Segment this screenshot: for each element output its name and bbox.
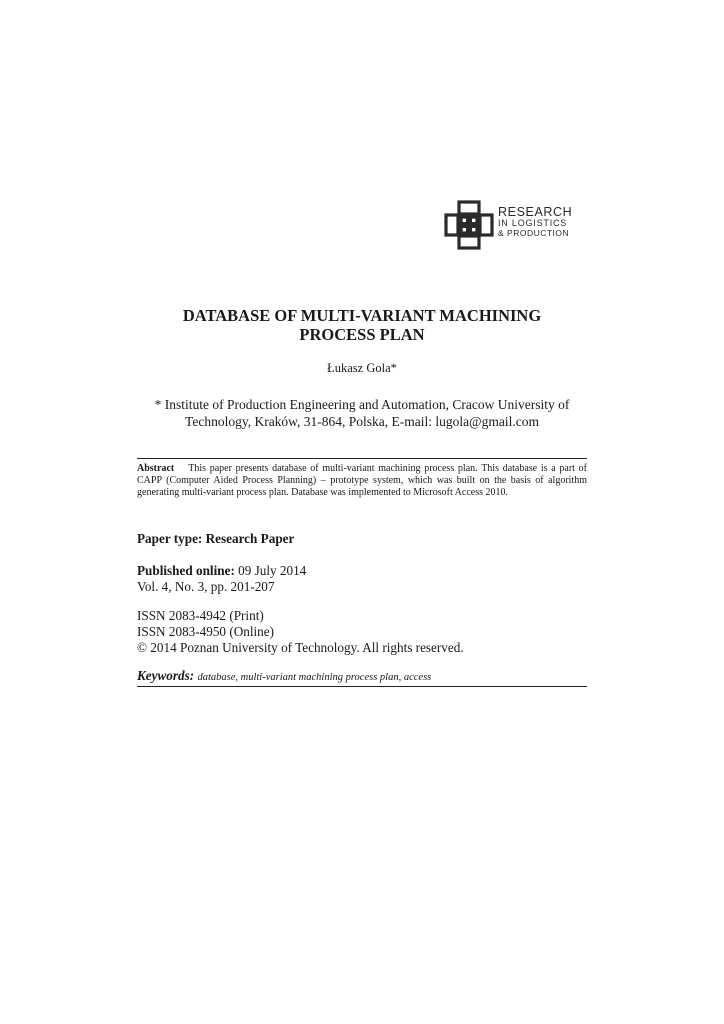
logo-line-logistics: IN LOGISTICS <box>498 218 568 228</box>
copyright-notice: © 2014 Poznan University of Technology. All rights reserved. <box>137 640 464 655</box>
affiliation-line-2: Technology, Kraków, 31-864, Polska, E-mail: lugola@gmail.com <box>185 414 539 429</box>
journal-logo <box>444 200 594 250</box>
keywords-text: database, multi-variant machining process plan, access <box>197 672 432 683</box>
publication-info <box>137 563 587 595</box>
abstract <box>137 463 587 500</box>
paper-title <box>137 306 587 344</box>
paper-type <box>137 531 587 547</box>
author-name: Łukasz Gola* <box>327 361 397 375</box>
author-affiliation <box>137 396 587 430</box>
keywords <box>137 668 587 686</box>
issn-info <box>137 608 587 656</box>
keywords-label: Keywords: <box>137 668 195 683</box>
published-date: 09 July 2014 <box>238 563 307 578</box>
logo-line-production: & PRODUCTION <box>498 228 570 238</box>
paper-type-label: Paper type: Research Paper <box>137 531 295 546</box>
paper-title-line-2: PROCESS PLAN <box>299 325 425 344</box>
issn-print: ISSN 2083-4942 (Print) <box>137 608 264 623</box>
paper-title-line-1: DATABASE OF MULTI-VARIANT MACHINING <box>182 306 542 325</box>
journal-logo-text <box>498 206 572 238</box>
journal-logo-mark-icon <box>444 200 494 250</box>
issn-online: ISSN 2083-4950 (Online) <box>137 624 274 639</box>
volume-info: Vol. 4, No. 3, pp. 201-207 <box>137 579 275 594</box>
abstract-label: Abstract <box>137 463 175 474</box>
abstract-top-rule <box>137 458 587 459</box>
logo-line-research: RESEARCH <box>498 205 573 219</box>
abstract-text: This paper presents database of multi-variant machining process plan. This database is a part of CAPP (Computer Aided Process Planning) – prototype system, which was built on the basis of algorithm generating multi-variant process plan. Database was implemented to Microsoft Access 2010. <box>137 463 587 499</box>
keywords-bottom-rule <box>137 686 587 687</box>
published-label: Published online: <box>137 563 235 578</box>
affiliation-line-1: * Institute of Production Engineering and Automation, Cracow University of <box>154 397 570 412</box>
